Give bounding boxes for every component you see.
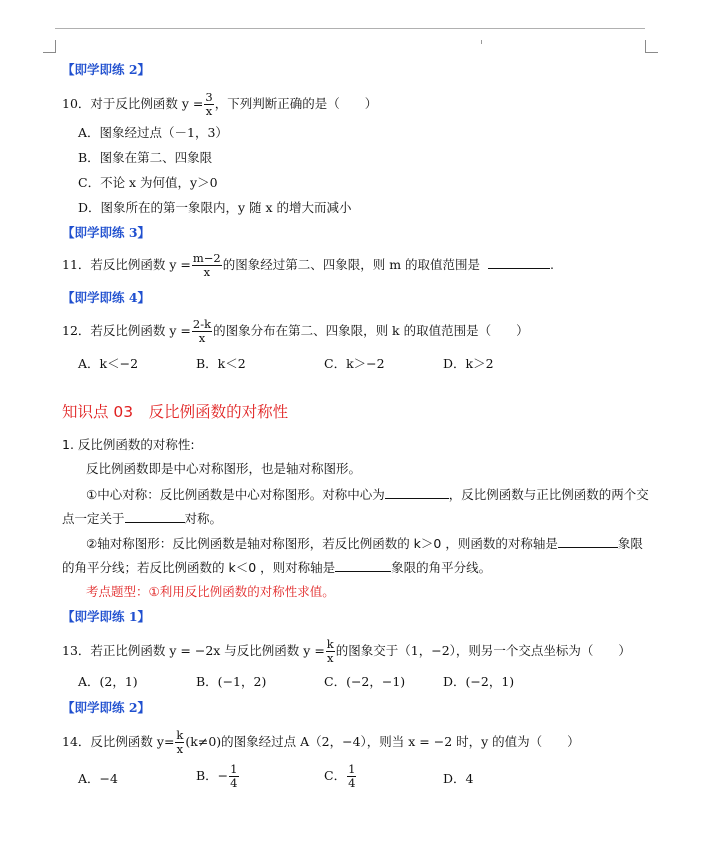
central-symmetry-text: ①中心对称：反比例函数是中心对称图形。对称中心为 [86,487,385,502]
q12-suffix: 的图象分布在第二、四象限，则 k 的取值范围是（ ） [213,323,529,338]
q13-suffix: 的图象交于（1，−2），则另一个交点坐标为（ ） [335,643,631,658]
q11-fraction [192,252,222,279]
q14-prefix: 14．反比例函数 y= [62,734,175,749]
axis-symmetry-text: ②轴对称图形：反比例函数是轴对称图形，若反比例函数的 k＞0 ，则函数的对称轴是 [86,536,558,551]
q10-den: x [205,104,213,118]
q10-option-a: A．图象经过点（－1，3） [78,125,228,140]
q13-option-b: B．(−1，2) [196,674,267,689]
q13-den: x [327,651,334,665]
q14-option-c [324,763,357,790]
question-13 [62,638,631,665]
q11-den: x [203,265,211,279]
section-point-4 [62,510,222,527]
q12-prefix: 12．若反比例函数 y = [62,323,191,338]
q14-option-c-label: C． [324,768,347,783]
q12-option-c: C．k＞−2 [324,356,385,371]
quadrant-text: 象限 [617,536,643,551]
q14-option-a: A．−4 [78,771,118,786]
q13-num: k [326,637,334,651]
q13-option-c: C．(−2，−1) [324,674,406,689]
section-title: 知识点 03 反比例函数的对称性 [62,403,289,421]
q12-option-b: B．k＜2 [196,356,246,371]
q14-num: k [176,728,184,742]
q10-option-d: D．图象所在的第一象限内，y 随 x 的增大而减小 [78,200,352,215]
q10-prefix: 10．对于反比例函数 y = [62,96,204,111]
symmetric-end-text: 对称。 [184,511,223,526]
center-blank [385,486,449,499]
central-symmetry-text-2: ，反比例函数与正比例函数的两个交 [448,487,649,502]
q10-fraction [204,91,213,118]
practice-tag-4: 【即学即练 4】 [62,290,151,305]
bisector-text: 的角平分线；若反比例函数的 k＜0 ，则对称轴是 [62,560,336,575]
section-point-2: 反比例函数即是中心对称图形，也是轴对称图形。 [86,461,362,476]
q13-fraction [326,638,335,665]
q14-option-b-label: B．− [196,768,229,783]
text-cursor-mark [481,40,482,44]
q10-num: 3 [205,90,213,104]
q12-num: 2-k [192,317,212,331]
q13-option-a: A．(2，1) [78,674,138,689]
q14-option-d: D．4 [443,771,474,786]
axis-blank-1 [558,535,618,548]
section-point-1: 1. 反比例函数的对称性: [62,437,195,452]
q10-option-b: B．图象在第二、四象限 [78,150,213,165]
section-point-6 [62,559,491,576]
practice-tag-3: 【即学即练 3】 [62,225,151,240]
q12-option-a: A．k＜−2 [78,356,139,371]
q11-end: . [550,257,555,272]
page-top-rule [55,28,645,29]
question-14 [62,729,580,756]
section-point-5 [86,535,643,552]
q14-option-b-den: 4 [230,776,238,790]
q12-option-d: D．k＞2 [443,356,494,371]
q11-answer-blank [488,256,550,269]
question-11 [62,252,554,279]
practice-tag-1: 【即学即练 1】 [62,609,151,624]
question-10 [62,91,377,118]
q14-option-c-den: 4 [348,776,356,790]
practice-tag-2b: 【即学即练 2】 [62,700,151,715]
q12-fraction [192,318,212,345]
q11-num: m−2 [192,251,221,265]
symmetry-blank [125,510,185,523]
q14-fraction [175,729,184,756]
q13-option-d: D．(−2，1) [443,674,515,689]
crop-mark-left [43,40,56,53]
q12-den: x [198,331,206,345]
q14-option-b [196,763,240,790]
q14-option-b-fraction [229,763,238,790]
q14-den: x [176,742,184,756]
q14-option-c-fraction [347,763,356,790]
axis-blank-2 [335,559,391,572]
question-12 [62,318,529,345]
q11-suffix: 的图象经过第二、四象限，则 m 的取值范围是 [222,257,481,272]
q14-option-c-num: 1 [348,762,356,776]
practice-tag-2: 【即学即练 2】 [62,62,151,77]
exam-topic: 考点题型：①利用反比例函数的对称性求值。 [86,584,335,599]
section-point-3 [86,486,649,503]
q14-condition: (k≠0) [185,734,222,749]
q13-prefix: 13．若正比例函数 y = −2x 与反比例函数 y = [62,643,325,658]
q10-option-c: C．不论 x 为何值，y＞0 [78,175,218,190]
q14-option-b-num: 1 [230,762,238,776]
q14-suffix: 的图象经过点 A（2，−4），则当 x = −2 时，y 的值为（ ） [221,734,580,749]
symmetric-about-text: 点一定关于 [62,511,125,526]
q10-suffix: ，下列判断正确的是（ ） [214,96,378,111]
bisector-end-text: 象限的角平分线。 [391,560,492,575]
crop-mark-right [645,40,658,53]
q11-prefix: 11．若反比例函数 y = [62,257,191,272]
